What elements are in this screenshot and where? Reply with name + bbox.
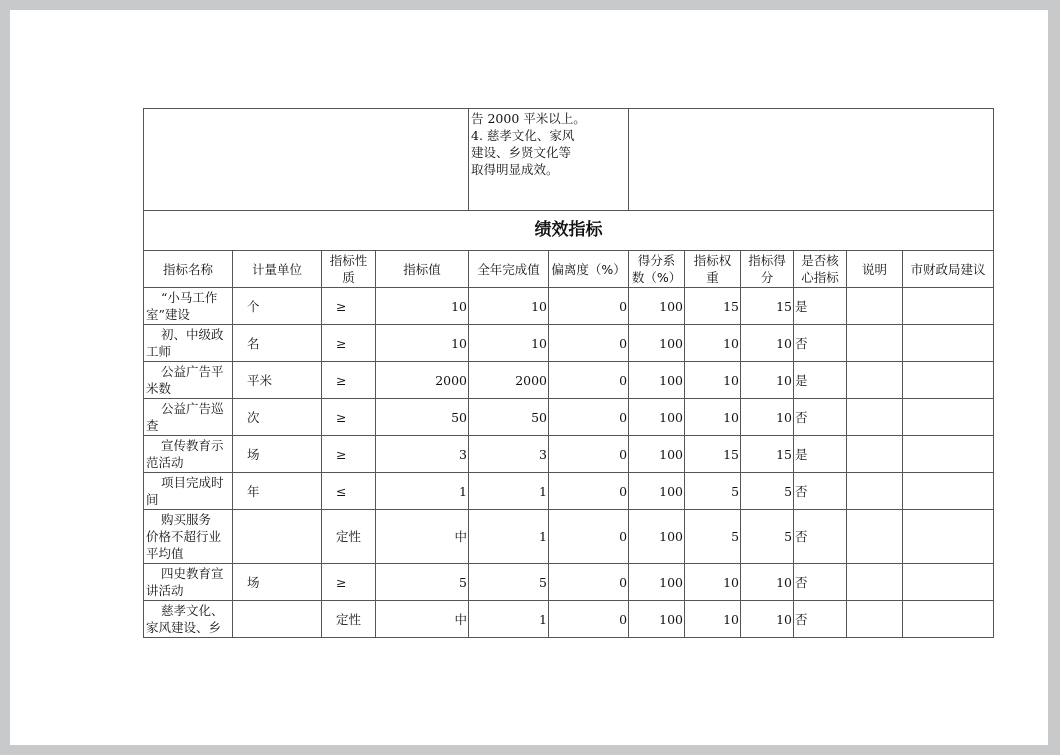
indicator-name-line: 工师 xyxy=(146,344,172,359)
indicator-name-line: 讲活动 xyxy=(146,583,184,598)
header-nature-line: 质 xyxy=(342,270,355,285)
indicator-name-line: 宣传教育示 xyxy=(161,438,224,453)
indicator-value: 中 xyxy=(376,601,469,638)
deviation-value: 0 xyxy=(549,288,629,325)
completed-value: 50 xyxy=(469,399,549,436)
indicator-name-line: 公益广告平 xyxy=(161,364,224,379)
indicator-value: 1 xyxy=(376,473,469,510)
header-core xyxy=(794,251,847,288)
continuation-line: 取得明显成效。 xyxy=(471,162,559,177)
header-completed: 全年完成值 xyxy=(469,251,549,288)
indicator-name xyxy=(144,399,233,436)
indicator-name-line: 四史教育宣 xyxy=(161,566,224,581)
score-coefficient: 100 xyxy=(629,399,685,436)
indicator-score: 10 xyxy=(741,362,794,399)
header-coef-line: 数（%） xyxy=(631,270,682,285)
score-coefficient: 100 xyxy=(629,436,685,473)
unit-cell xyxy=(233,510,322,564)
document-page xyxy=(10,10,1048,745)
indicator-name-line: 公益广告巡 xyxy=(161,401,224,416)
header-score xyxy=(741,251,794,288)
header-score-line: 分 xyxy=(760,270,774,285)
unit-cell: 平米 xyxy=(233,362,322,399)
section-title-row xyxy=(144,211,994,251)
completed-value: 10 xyxy=(469,325,549,362)
indicator-nature: ≥ xyxy=(322,436,376,473)
continuation-line: 告 2000 平米以上。 xyxy=(471,111,586,126)
indicator-value: 10 xyxy=(376,325,469,362)
header-advice: 市财政局建议 xyxy=(903,251,994,288)
note-cell xyxy=(847,362,903,399)
core-indicator-flag: 否 xyxy=(794,325,847,362)
score-coefficient: 100 xyxy=(629,473,685,510)
score-coefficient: 100 xyxy=(629,601,685,638)
unit-cell: 名 xyxy=(233,325,322,362)
header-coef-line: 得分系 xyxy=(637,253,676,268)
score-coefficient: 100 xyxy=(629,510,685,564)
indicator-name xyxy=(144,288,233,325)
header-nature xyxy=(322,251,376,288)
header-weight xyxy=(685,251,741,288)
indicator-nature: ≥ xyxy=(322,325,376,362)
indicator-name-line: 室”建设 xyxy=(146,307,190,322)
completed-value: 1 xyxy=(469,601,549,638)
core-indicator-flag: 否 xyxy=(794,399,847,436)
unit-cell: 年 xyxy=(233,473,322,510)
note-cell xyxy=(847,436,903,473)
core-indicator-flag: 是 xyxy=(794,288,847,325)
table-row xyxy=(144,399,994,436)
completed-value: 2000 xyxy=(469,362,549,399)
indicator-name-line: 价格不超行业 xyxy=(146,529,222,544)
indicator-name xyxy=(144,473,233,510)
indicator-name-line: 米数 xyxy=(146,381,172,396)
header-core-line: 心指标 xyxy=(801,270,839,285)
indicator-name-line: 初、中级政 xyxy=(161,327,224,342)
note-cell xyxy=(847,601,903,638)
indicator-value: 3 xyxy=(376,436,469,473)
unit-cell: 次 xyxy=(233,399,322,436)
indicator-nature: ≥ xyxy=(322,362,376,399)
indicator-score: 10 xyxy=(741,564,794,601)
data-rows xyxy=(144,288,994,638)
completed-value: 1 xyxy=(469,510,549,564)
table-row xyxy=(144,325,994,362)
note-cell xyxy=(847,325,903,362)
header-name: 指标名称 xyxy=(144,251,233,288)
table-row xyxy=(144,510,994,564)
table-row xyxy=(144,436,994,473)
indicator-weight: 5 xyxy=(685,473,741,510)
table-row xyxy=(144,601,994,638)
indicator-name-line: 项目完成时 xyxy=(161,475,224,490)
indicator-score: 10 xyxy=(741,601,794,638)
table-row xyxy=(144,288,994,325)
table-row xyxy=(144,362,994,399)
score-coefficient: 100 xyxy=(629,288,685,325)
continuation-blank-right xyxy=(629,109,994,211)
table-row xyxy=(144,473,994,510)
finance-advice-cell xyxy=(903,564,994,601)
header-row xyxy=(144,251,994,288)
core-indicator-flag: 否 xyxy=(794,564,847,601)
indicator-weight: 10 xyxy=(685,564,741,601)
note-cell xyxy=(847,399,903,436)
header-unit: 计量单位 xyxy=(233,251,322,288)
indicator-name-line: 间 xyxy=(146,492,159,507)
indicator-name-line: 平均值 xyxy=(146,546,184,561)
indicator-name xyxy=(144,362,233,399)
indicator-name xyxy=(144,436,233,473)
note-cell xyxy=(847,510,903,564)
section-title: 绩效指标 xyxy=(144,211,994,251)
finance-advice-cell xyxy=(903,399,994,436)
indicator-score: 5 xyxy=(741,510,794,564)
finance-advice-cell xyxy=(903,362,994,399)
indicator-weight: 10 xyxy=(685,601,741,638)
score-coefficient: 100 xyxy=(629,362,685,399)
finance-advice-cell xyxy=(903,288,994,325)
header-coef xyxy=(629,251,685,288)
continuation-text-cell xyxy=(469,109,629,211)
indicator-score: 15 xyxy=(741,436,794,473)
header-core-line: 是否核 xyxy=(801,253,839,268)
indicator-name xyxy=(144,510,233,564)
finance-advice-cell xyxy=(903,473,994,510)
finance-advice-cell xyxy=(903,325,994,362)
indicator-value: 2000 xyxy=(376,362,469,399)
deviation-value: 0 xyxy=(549,564,629,601)
indicator-nature: ≥ xyxy=(322,564,376,601)
indicator-nature: 定性 xyxy=(322,601,376,638)
continuation-blank-left xyxy=(144,109,469,211)
indicator-weight: 10 xyxy=(685,362,741,399)
indicator-name-line: 家风建设、乡 xyxy=(146,620,222,635)
indicator-nature: ≥ xyxy=(322,399,376,436)
core-indicator-flag: 否 xyxy=(794,473,847,510)
indicator-weight: 15 xyxy=(685,436,741,473)
indicator-score: 15 xyxy=(741,288,794,325)
continuation-row xyxy=(144,109,994,211)
indicator-value: 中 xyxy=(376,510,469,564)
deviation-value: 0 xyxy=(549,399,629,436)
indicator-name-line: 查 xyxy=(146,418,159,433)
header-deviation: 偏离度（%） xyxy=(549,251,629,288)
performance-table xyxy=(143,108,994,638)
finance-advice-cell xyxy=(903,436,994,473)
indicator-name-line: 购买服务 xyxy=(161,512,212,527)
indicator-weight: 5 xyxy=(685,510,741,564)
deviation-value: 0 xyxy=(549,601,629,638)
completed-value: 5 xyxy=(469,564,549,601)
indicator-score: 10 xyxy=(741,325,794,362)
header-note: 说明 xyxy=(847,251,903,288)
deviation-value: 0 xyxy=(549,362,629,399)
core-indicator-flag: 是 xyxy=(794,436,847,473)
core-indicator-flag: 是 xyxy=(794,362,847,399)
finance-advice-cell xyxy=(903,510,994,564)
score-coefficient: 100 xyxy=(629,325,685,362)
finance-advice-cell xyxy=(903,601,994,638)
indicator-name xyxy=(144,601,233,638)
indicator-name-line: 慈孝文化、 xyxy=(161,603,224,618)
indicator-value: 50 xyxy=(376,399,469,436)
indicator-name-line: “小马工作 xyxy=(161,290,218,305)
core-indicator-flag: 否 xyxy=(794,601,847,638)
score-coefficient: 100 xyxy=(629,564,685,601)
indicator-score: 10 xyxy=(741,399,794,436)
indicator-value: 10 xyxy=(376,288,469,325)
indicator-value: 5 xyxy=(376,564,469,601)
indicator-name-line: 范活动 xyxy=(146,455,184,470)
indicator-score: 5 xyxy=(741,473,794,510)
unit-cell: 场 xyxy=(233,564,322,601)
indicator-name xyxy=(144,564,233,601)
continuation-line: 建设、乡贤文化等 xyxy=(471,145,572,160)
unit-cell xyxy=(233,601,322,638)
unit-cell: 场 xyxy=(233,436,322,473)
completed-value: 3 xyxy=(469,436,549,473)
header-weight-line: 指标权 xyxy=(693,253,732,268)
indicator-nature: 定性 xyxy=(322,510,376,564)
header-nature-line: 指标性 xyxy=(329,253,368,268)
table-row xyxy=(144,564,994,601)
deviation-value: 0 xyxy=(549,325,629,362)
deviation-value: 0 xyxy=(549,436,629,473)
header-weight-line: 重 xyxy=(706,270,719,285)
deviation-value: 0 xyxy=(549,473,629,510)
core-indicator-flag: 否 xyxy=(794,510,847,564)
indicator-name xyxy=(144,325,233,362)
note-cell xyxy=(847,564,903,601)
deviation-value: 0 xyxy=(549,510,629,564)
continuation-line: 4. 慈孝文化、家风 xyxy=(471,128,575,143)
header-value: 指标值 xyxy=(376,251,469,288)
indicator-weight: 15 xyxy=(685,288,741,325)
note-cell xyxy=(847,288,903,325)
indicator-weight: 10 xyxy=(685,325,741,362)
indicator-nature: ≤ xyxy=(322,473,376,510)
indicator-weight: 10 xyxy=(685,399,741,436)
completed-value: 1 xyxy=(469,473,549,510)
indicator-nature: ≥ xyxy=(322,288,376,325)
completed-value: 10 xyxy=(469,288,549,325)
header-score-line: 指标得 xyxy=(748,253,786,268)
note-cell xyxy=(847,473,903,510)
unit-cell: 个 xyxy=(233,288,322,325)
